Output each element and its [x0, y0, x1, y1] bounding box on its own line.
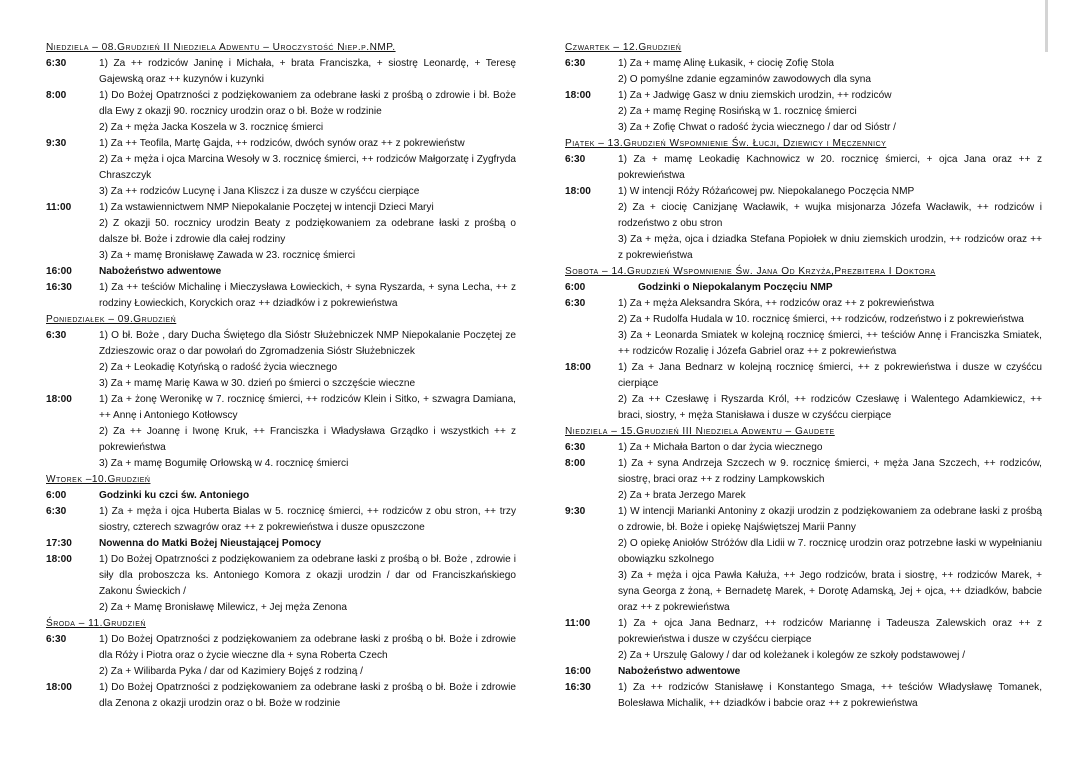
intention-text: 1) W intencji Marianki Antoniny z okazji urodzin z podziękowaniem za odebrane łaski z prośbą o zdrowie, bł. Boże i opiekę Najświętszej Marii Panny	[618, 506, 1042, 533]
mass-entry	[46, 200, 516, 264]
intention-text: 2) Za ++ Czesławę i Ryszarda Król, ++ rodziców Czesławę i Walentego Adamkiewicz, ++ braci, siostry, + męża Stanisława i dusze w czyśćcu cierpiące	[618, 394, 1042, 421]
intention-text: 1) Za + męża i ojca Huberta Bialas w 5. rocznicę śmierci, ++ rodziców z obu stron, ++ trzy siostry, czterech szwagrów oraz ++ z pokrewieństwa i dusze opuszczone	[99, 506, 516, 533]
mass-time: 18:00	[46, 394, 72, 405]
day-heading: Piątek – 13.Grudzień Wspomnienie Św. Łucji, Dziewicy i Męczennicy	[565, 138, 887, 149]
service-name: Nabożeństwo adwentowe	[99, 266, 222, 277]
intention-text: 2) Za + Urszulę Galowy / dar od koleżanek i kolegów ze szkoły podstawowej /	[618, 650, 965, 661]
intentions	[618, 360, 1042, 424]
intention-text: 3) Za ++ rodziców Lucynę i Jana Kliszcz i za dusze w czyśćcu cierpiące	[99, 186, 420, 197]
right-column	[565, 40, 1042, 712]
intention-text: 1) Za + mamę Leokadię Kachnowicz w 20. rocznicę śmierci, + ojca Jana oraz ++ z pokrewieństwa	[618, 154, 1042, 181]
intention-text: 1) Za ++ rodziców Stanisławę i Konstantego Smaga, ++ teściów Władysławę Tomanek, Bolesława Michalik, ++ dziadków i babcie oraz ++ z pokrewieństwa	[618, 682, 1042, 709]
mass-time: 18:00	[565, 362, 591, 373]
mass-time: 11:00	[46, 202, 72, 213]
mass-time: 11:00	[565, 618, 591, 629]
intentions	[99, 56, 516, 88]
mass-time: 16:00	[565, 666, 591, 677]
mass-time: 17:30	[46, 538, 72, 549]
mass-entry	[46, 552, 516, 616]
intentions	[618, 440, 1042, 456]
mass-time: 6:30	[565, 442, 586, 453]
mass-entry	[46, 56, 516, 88]
mass-time: 18:00	[565, 90, 591, 101]
intentions	[618, 680, 1042, 712]
intention-text: 1) Do Bożej Opatrzności z podziękowaniem za odebrane łaski z prośbą o bł. Boże , zdrowie i siły dla proboszcza ks. Antoniego Komora z okazji urodzin / dar od Franciszkańskiego Zakonu Świeckich /	[99, 554, 516, 597]
intentions	[99, 680, 516, 712]
intention-text: 3) Za + Leonarda Smiatek w kolejną rocznicę śmierci, ++ teściów Annę i Franciszka Smiatek, ++ rodziców Rozalię i Józefa Gabriel oraz ++ z pokrewieństwa	[618, 330, 1042, 357]
day-block	[46, 40, 516, 312]
mass-entry	[46, 328, 516, 392]
intention-text: 2) Za + Rudolfa Hudala w 10. rocznicę śmierci, ++ rodziców, rodzeństwo i z pokrewieństwa	[618, 314, 1024, 325]
intention-text: 1) Do Bożej Opatrzności z podziękowaniem za odebrane łaski z prośbą o zdrowie i bł. Boże dla Ewy z okazji 90. rocznicy urodzin oraz o bł. Boże w rodzinie	[99, 90, 516, 117]
mass-entry	[565, 440, 1042, 456]
intentions	[99, 504, 516, 536]
mass-entry	[46, 392, 516, 472]
left-column	[46, 40, 516, 712]
mass-time: 18:00	[46, 682, 72, 693]
intention-text: 2) Za ++ Joannę i Iwonę Kruk, ++ Franciszka i Władysława Grządko i wszystkich ++ z pokrewieństwa	[99, 426, 516, 453]
mass-time: 8:00	[565, 458, 586, 469]
intentions	[618, 152, 1042, 184]
mass-entry	[46, 536, 516, 552]
mass-time: 6:30	[46, 330, 67, 341]
mass-entry	[565, 456, 1042, 504]
intention-text: 1) Za + mamę Alinę Łukasik, + ciocię Zofię Stola	[618, 58, 834, 69]
intention-text: 1) Za wstawiennictwem NMP Niepokalanie Poczętej w intencji Dzieci Maryi	[99, 202, 434, 213]
day-block	[46, 616, 516, 712]
intention-text: 3) Za + mamę Marię Kawa w 30. dzień po śmierci o szczęście wieczne	[99, 378, 416, 389]
mass-time: 18:00	[565, 186, 591, 197]
mass-time: 16:30	[565, 682, 591, 693]
intentions	[99, 632, 516, 680]
intentions	[99, 280, 516, 312]
intention-text: 3) Za + męża i ojca Pawła Kałuża, ++ Jego rodziców, brata i siostrę, ++ rodziców Marek, + syna Georga z żoną, + Bernadetę Marek, + Dorotę Adamską, Jej + ojca, ++ dziadków, babcie oraz ++ z pokrewieństwa	[618, 570, 1042, 613]
mass-time: 6:30	[46, 506, 67, 517]
mass-entry	[565, 296, 1042, 360]
mass-entry	[46, 136, 516, 200]
intention-text: 1) Za ++ Teofila, Martę Gajda, ++ rodziców, dwóch synów oraz ++ z pokrewieństw	[99, 138, 465, 149]
intention-text: 1) W intencji Róży Różańcowej pw. Niepokalanego Poczęcia NMP	[618, 186, 915, 197]
mass-time: 6:30	[46, 634, 67, 645]
intentions	[99, 536, 516, 552]
intention-text: 1) Za + męża Aleksandra Skóra, ++ rodziców oraz ++ z pokrewieństwa	[618, 298, 935, 309]
intention-text: 1) Za ++ rodziców Janinę i Michała, + brata Franciszka, + siostrę Leonardę, + Teresę Gajewską oraz ++ kuzynów i kuzynki	[99, 58, 516, 85]
day-block	[46, 472, 516, 616]
mass-time: 6:30	[565, 58, 586, 69]
intentions	[99, 392, 516, 472]
intention-text: 2) Za + ciocię Canizjanę Wacławik, + wujka misjonarza Józefa Wacławik, ++ rodziców i rodzeństwo z obu stron	[618, 202, 1042, 229]
intention-text: 2) Za + męża i ojca Marcina Wesoły w 3. rocznicę śmierci, ++ rodziców Małgorzatę i Zygfryda Chraszczyk	[99, 154, 516, 181]
day-block	[565, 40, 1042, 136]
intention-text: 2) O pomyślne zdanie egzaminów zawodowych dla syna	[618, 74, 872, 85]
intention-text: 1) Za + Jadwigę Gasz w dniu ziemskich urodzin, ++ rodziców	[618, 90, 892, 101]
intention-text: 2) Za + Mamę Bronisławę Milewicz, + Jej męża Zenona	[99, 602, 347, 613]
mass-entry	[565, 504, 1042, 616]
intention-text: 2) Za + Wilibarda Pyka / dar od Kazimiery Bojęś z rodziną /	[99, 666, 363, 677]
day-heading: Niedziela – 08.Grudzień II Niedziela Adwentu – Uroczystość Niep.p.NMP.	[46, 42, 396, 53]
mass-entry	[46, 504, 516, 536]
mass-time: 18:00	[46, 554, 72, 565]
intention-text: 3) Za + męża, ojca i dziadka Stefana Popiołek w dniu ziemskich urodzin, ++ rodziców oraz ++ z pokrewieństwa	[618, 234, 1042, 261]
intention-text: 1) O bł. Boże , dary Ducha Świętego dla Sióstr Służebniczek NMP Niepokalanie Poczętej ze Zdzieszowic oraz o dar powołań do Zgromadzenia Sióstr Służebniczek	[99, 330, 516, 357]
scrollbar-indicator	[1045, 0, 1048, 52]
mass-entry	[565, 680, 1042, 712]
day-heading: Wtorek –10.Grudzień	[46, 474, 151, 485]
mass-entry	[565, 88, 1042, 136]
mass-entry	[565, 360, 1042, 424]
mass-time: 6:30	[565, 154, 586, 165]
mass-entry	[565, 616, 1042, 664]
intention-text: 1) Do Bożej Opatrzności z podziękowaniem za odebrane łaski z prośbą o bł. Boże i zdrowie dla Zenona z okazji urodzin oraz o bł. Boże w rodzinie	[99, 682, 516, 709]
mass-entry	[46, 88, 516, 136]
intention-text: 1) Za + ojca Jana Bednarz, ++ rodziców Mariannę i Tadeusza Zalewskich oraz ++ z pokrewieństwa i dusze w czyśćcu cierpiące	[618, 618, 1042, 645]
day-heading: Środa – 11.Grudzień	[46, 618, 146, 629]
intentions	[618, 184, 1042, 264]
mass-time: 9:30	[46, 138, 67, 149]
mass-entry	[46, 680, 516, 712]
intention-text: 1) Za ++ teściów Michalinę i Mieczysława Łowieckich, + syna Ryszarda, + syna Lecha, ++ z rodziny Łowieckich, Koryckich oraz ++ dziadków i z pokrewieństwa	[99, 282, 516, 309]
day-block	[565, 136, 1042, 264]
mass-time: 6:00	[46, 490, 67, 501]
intentions	[618, 456, 1042, 504]
mass-entry	[565, 152, 1042, 184]
intention-text: 1) Za + żonę Weronikę w 7. rocznicę śmierci, ++ rodziców Klein i Sitko, + szwagra Damiana, ++ Annę i Antoniego Kotłowscy	[99, 394, 516, 421]
mass-time: 8:00	[46, 90, 67, 101]
intention-text: 1) Do Bożej Opatrzności z podziękowaniem za odebrane łaski z prośbą o bł. Boże i zdrowie dla Róży i Piotra oraz o życie wieczne dla + syna Roberta Czech	[99, 634, 516, 661]
intention-text: 2) O opiekę Aniołów Stróżów dla Lidii w 7. rocznicę urodzin oraz potrzebne łaski w wypełnianiu obowiązku szkolnego	[618, 538, 1042, 565]
mass-entry	[565, 184, 1042, 264]
intentions	[99, 264, 516, 280]
mass-entry	[565, 56, 1042, 88]
mass-time: 6:30	[46, 58, 67, 69]
day-block	[565, 424, 1042, 712]
day-heading: Niedziela – 15.Grudzień III Niedziela Adwentu – Gaudete	[565, 426, 835, 437]
mass-time: 9:30	[565, 506, 586, 517]
mass-time: 6:30	[565, 298, 586, 309]
service-name: Nowenna do Matki Bożej Nieustającej Pomocy	[99, 538, 322, 549]
intention-text: 2) Za + Leokadię Kotyńską o radość życia wiecznego	[99, 362, 338, 373]
intention-text: 3) Za + mamę Bogumiłę Orłowską w 4. rocznicę śmierci	[99, 458, 349, 469]
intentions	[618, 616, 1042, 664]
mass-time: 6:00	[565, 282, 586, 293]
intention-text: 2) Za + mamę Reginę Rosińską w 1. rocznicę śmierci	[618, 106, 857, 117]
intention-text: 3) Za + mamę Bronisławę Zawada w 23. rocznicę śmierci	[99, 250, 356, 261]
intention-text: 3) Za + Zofię Chwat o radość życia wiecznego / dar od Sióstr /	[618, 122, 896, 133]
intentions	[618, 56, 1042, 88]
intentions	[99, 328, 516, 392]
intentions	[618, 664, 1042, 680]
intentions	[618, 504, 1042, 616]
intentions	[618, 296, 1042, 360]
mass-entry	[565, 280, 1042, 296]
day-heading: Czwartek – 12.Grudzień	[565, 42, 682, 53]
intention-text: 1) Za + syna Andrzeja Szczech w 9. rocznicę śmierci, + męża Jana Szczech, ++ rodziców, siostrę, braci oraz ++ z rodziny Lampkowskich	[618, 458, 1042, 485]
intentions	[618, 280, 1042, 296]
intention-text: 2) Za + brata Jerzego Marek	[618, 490, 746, 501]
mass-time: 16:30	[46, 282, 72, 293]
intentions	[618, 88, 1042, 136]
mass-entry	[46, 264, 516, 280]
intention-text: 1) Za + Michała Barton o dar życia wiecznego	[618, 442, 823, 453]
day-block	[46, 312, 516, 472]
mass-entry	[46, 488, 516, 504]
day-heading: Sobota – 14.Grudzień Wspomnienie Św. Jana Od Krzyża,Prezbitera I Doktora	[565, 266, 936, 277]
intentions	[99, 136, 516, 200]
intentions	[99, 88, 516, 136]
mass-entry	[46, 632, 516, 680]
intention-text: 2) Z okazji 50. rocznicy urodzin Beaty z podziękowaniem za odebrane łaski z prośbą o dalsze bł. Boże i zdrowie dla całej rodziny	[99, 218, 516, 245]
mass-entry	[565, 664, 1042, 680]
mass-entry	[46, 280, 516, 312]
intentions	[99, 200, 516, 264]
service-name: Godzinki o Niepokalanym Poczęciu NMP	[638, 282, 833, 293]
intentions	[99, 488, 516, 504]
intention-text: 2) Za + męża Jacka Koszela w 3. rocznicę śmierci	[99, 122, 324, 133]
service-name: Nabożeństwo adwentowe	[618, 666, 741, 677]
day-heading: Poniedziałek – 09.Grudzień	[46, 314, 177, 325]
service-name: Godzinki ku czci św. Antoniego	[99, 490, 250, 501]
intentions	[99, 552, 516, 616]
intention-text: 1) Za + Jana Bednarz w kolejną rocznicę śmierci, ++ z pokrewieństwa i dusze w czyśćcu cierpiące	[618, 362, 1042, 389]
day-block	[565, 264, 1042, 424]
mass-time: 16:00	[46, 266, 72, 277]
